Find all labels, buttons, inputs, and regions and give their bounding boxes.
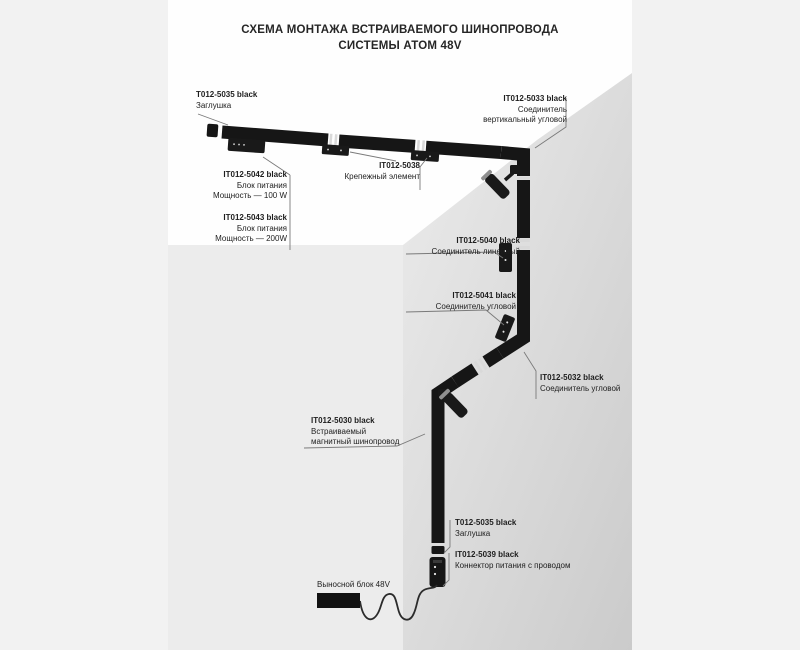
bottom-endcap [432,546,445,554]
label-psu-200 [215,213,287,245]
part-desc: Соединитель угловой [435,301,516,311]
part-desc: Блок питания [236,223,287,233]
title-line-2: СИСТЕМЫ АТОМ 48V [338,40,462,52]
part-desc: Выносной блок 48V [317,580,390,589]
part-desc: Заглушка [196,100,232,110]
part-code: IT012-5039 black [455,550,519,559]
label-corner-vertical [483,94,567,126]
part-code: IT012-5040 black [456,236,520,245]
part-code: IT012-5043 black [223,213,287,222]
remote-power-block [317,593,360,608]
part-desc: вертикальный угловой [483,115,567,124]
part-desc: Мощность — 100 W [212,191,287,200]
part-code: IT012-5033 black [503,94,567,103]
part-desc: Блок питания [236,180,287,190]
part-code: T012-5035 black [455,518,517,527]
part-desc: Соединитель [517,104,567,114]
top-endcap [207,124,219,138]
part-code: IT012-5041 black [452,291,516,300]
part-desc: Крепежный элемент [344,171,420,181]
mount-element-1 [322,144,350,156]
part-desc: Встраиваемый [311,426,367,436]
part-code: IT012-5032 black [540,373,604,382]
power-connector [430,557,446,587]
label-power-connector [455,550,570,571]
part-code: T012-5035 black [196,90,258,99]
part-desc: Соединитель линейный [431,246,520,256]
page-title [168,22,632,54]
label-endcap-bottom [455,518,516,539]
label-remote-block [317,580,390,591]
part-code: IT012-5038 [379,161,420,170]
label-track [311,416,399,448]
label-mount [344,161,420,182]
label-psu-100 [213,170,287,202]
label-corner-connector-2 [540,373,620,394]
part-desc: магнитный шинопровод [311,437,400,446]
connector-cap [517,177,530,180]
label-corner-connector-1 [436,291,516,312]
part-desc: Коннектор питания с проводом [455,560,571,570]
part-code: IT012-5042 black [223,170,287,179]
power-supply-box [228,138,266,154]
part-desc: Соединитель угловой [540,383,621,393]
label-linear-connector [432,236,520,257]
part-desc: Мощность — 200W [215,234,287,243]
label-endcap-top [196,90,257,111]
part-code: IT012-5030 black [311,416,375,425]
title-line-1: СХЕМА МОНТАЖА ВСТРАИВАЕМОГО ШИНОПРОВОДА [241,24,559,36]
part-desc: Заглушка [455,528,491,538]
